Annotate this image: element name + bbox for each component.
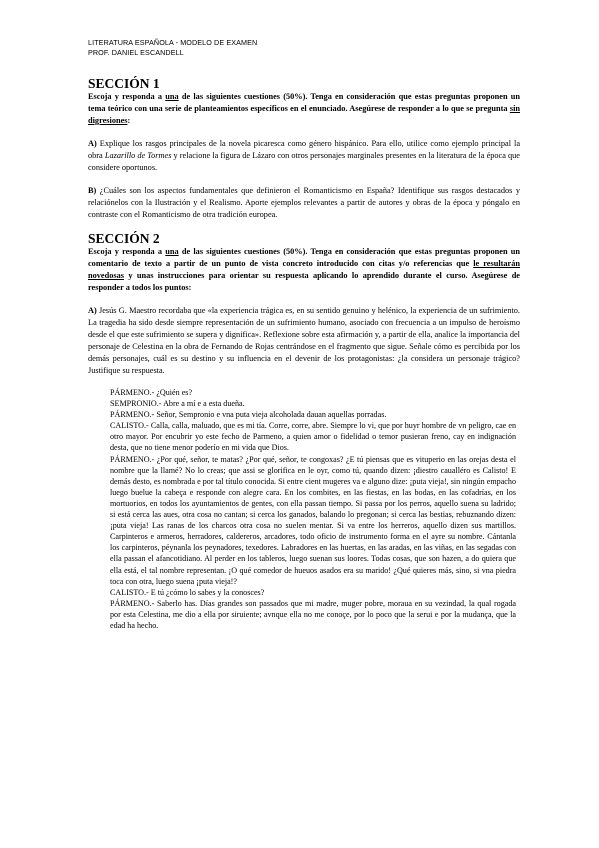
dialogue-line: PÁRMENO.- Saberlo has. Días grandes son passados que mi madre, muger pobre, moraua en su vezindad, la qual rogada por esta Celestina, me dio a ella por siruiente; avnque ella no me conoçe, por lo poco que la serui e por la mudança, que la edad ha hecho.	[110, 598, 516, 630]
section1-title: SECCIÓN 1	[88, 76, 160, 91]
section2-title: SECCIÓN 2	[88, 231, 160, 246]
question-label: A)	[88, 306, 97, 315]
dialogue-line: CALISTO.- E tú ¿cómo lo sabes y la conosces?	[110, 587, 265, 597]
question-label: B)	[88, 186, 97, 195]
question-label: A)	[88, 139, 97, 148]
section1-question-b: B) ¿Cuáles son los aspectos fundamentales que definieron el Romanticismo en España? Identifique sus rasgos destacados y relaciónelos con la Ilustración y el Realismo. Aporte ejemplos relevantes a partir de autores y obras de la época y póngalo en contraste con el Romanticismo de otra tradición europea.	[88, 186, 520, 219]
dialogue-line: CALISTO.- Calla, calla, maluado, que es mi tía. Corre, corre, abre. Siempre lo vi, que por huyr hombre de vn peligro, cae en otro mayor. Por encubrir yo este fecho de Parmeno, a quien amor o fidelidad o temor pusieran freno, cay en indignación desta, que no tiene menor poderío en mi vida que Dios.	[110, 421, 516, 453]
exam-page	[88, 38, 520, 631]
work-title: Lazarillo de Tormes	[104, 151, 172, 160]
section1-question-a: A) Explique los rasgos principales de la novela picaresca como género hispánico. Para ello, utilice como ejemplo principal la obra Lazarillo de Tormes y relacione la figura de Lázaro con otros personajes marginales presentes en la literatura de la época que considere oportunos.	[88, 139, 520, 172]
header-course: LITERATURA ESPAÑOLA - MODELO DE EXAMEN	[88, 38, 258, 47]
dialogue-line: PÁRMENO.- ¿Por qué, señor, te matas? ¿Por qué, señor, te congoxas? ¿E tú piensas que es vituperio en las orejas desta el nombre que la llamé? No lo creas; que assi se glorifica en le oyr, como tú, quando dizen: ¡diestro caualléro es Calisto! E demás desto, es nombrada e por tal título conocida. Si entre cient mugeres va e alguno dize: ¡puta vieja!, sin ningún empacho luego buelue la cabeça e responde con alegre cara. En los combites, en las fiestas, en las bodas, en las cofadrías, en los mortuorios, en todos los ayuntamientos de gentes, con ella passan tiempo. Si passa por los perros, aquello suena su ladrido; si está cerca las aues, otra cosa no cantan; si cerca los ganados, balando lo pregonan; si cerca las bestias, rebuznando dizen: ¡puta vieja! Las ranas de los charcos otra cosa no suelen mentar. Si va entre los herreros, aquello dizen sus martillos. Carpinteros e armeros, herradores, caldereros, arcadores, todo oficio de instrumento forma en el ayre su nombre. Cántanla los carpinteros, péynanla los peynadores, texedores. Labradores en las huertas, en las aradas, en las viñas, en las segadas con ella passan el afancotidiano. Al perder en los tableros, luego suenan sus loores. Todas cosas, que son hazen, a do quiera que ella está, el tal nombre representan. ¡O qué comedor de hueuos asados era su marido! ¿Qué quieres más, sino, si vna piedra toca con otra, luego suena ¡puta vieja!?	[110, 454, 516, 586]
celestina-excerpt	[110, 387, 516, 631]
section2-instructions: Escoja y responda a una de las siguientes cuestiones (50%). Tenga en consideración que estas preguntas proponen un comentario de texto a partir de un punto de vista concreto introducido con citas y/o referencias que le resultarán novedosas y unas instrucciones para orientar su respuesta aplicando lo aprendido durante el curso. Asegúrese de responder a todos los puntos:	[88, 247, 520, 292]
dialogue-line: PÁRMENO.- ¿Quién es?	[110, 388, 193, 397]
document-header	[88, 38, 520, 58]
dialogue-line: PÁRMENO.- Señor, Sempronio e vna puta vieja alcoholada dauan aquellas porradas.	[110, 410, 387, 420]
header-professor: PROF. DANIEL ESCANDELL	[88, 48, 184, 57]
section1-instructions: Escoja y responda a una de las siguientes cuestiones (50%). Tenga en consideración que estas preguntas proponen un tema teórico con una serie de planteamientos específicos en el enunciado. Asegúrese de responder a lo que se pregunta sin digresiones:	[88, 92, 520, 125]
dialogue-line: SEMPRONIO.- Abre a mí e a esta dueña.	[110, 399, 245, 409]
section2-question-a: A) Jesús G. Maestro recordaba que «la experiencia trágica es, en su sentido genuino y helénico, la experiencia de un sufrimiento. La tragedia ha sido desde siempre representación de un sufrimiento humano, asociado con frecuencia a un impulso de heroísmo desde el que este sufrimiento se supera y dignifica». Reflexione sobre esta afirmación y, a partir de ella, analice la importancia del personaje de Celestina en la obra de Fernando de Rojas centrándose en el fragmento que sigue. Señale cómo es percibida por los demás personajes, cuál es su destino y su influencia en el devenir de los protagonistas: ¿la considera un personaje trágico? Justifique su respuesta.	[88, 306, 520, 375]
